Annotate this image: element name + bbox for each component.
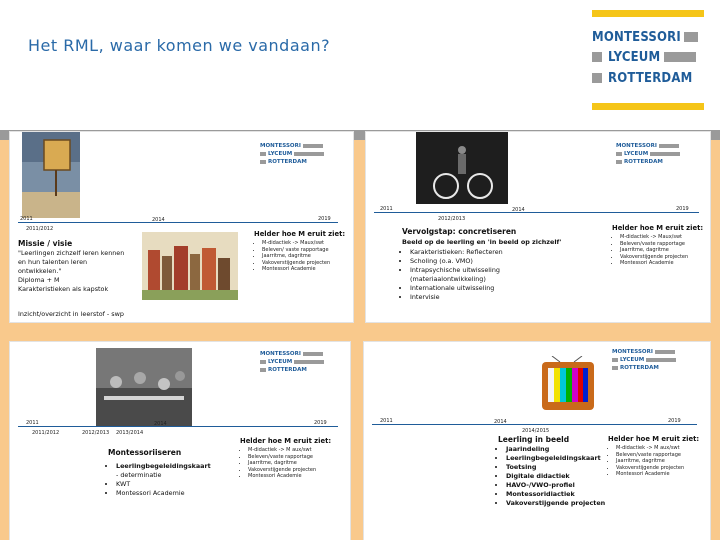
helder-list <box>608 445 686 478</box>
slide-3 <box>10 342 350 540</box>
step-item: • KWT <box>116 480 211 489</box>
timeline-mid: 2014 <box>494 419 507 425</box>
timeline-end: 2019 <box>676 206 689 212</box>
step-item: • Intervisie <box>410 293 530 302</box>
slide-4 <box>364 342 710 540</box>
step-item: • Jaarindeling <box>506 445 605 454</box>
timeline-end: 2019 <box>318 216 331 222</box>
mini-logo-line-2: LYCEUM <box>268 359 293 365</box>
timeline-start: 2011 <box>20 216 33 222</box>
helder-item: • Vakoverstijgende projecten <box>616 465 686 472</box>
helder-item: • M-didactiek -> M aux/swt <box>616 445 686 452</box>
helder-item: • Jaarritme, dagritme <box>620 247 688 254</box>
steps-list <box>108 462 211 498</box>
slide-1 <box>10 132 353 322</box>
mini-logo-line-3: ROTTERDAM <box>620 365 659 371</box>
logo-line-1: MONTESSORI <box>592 29 681 45</box>
slide-heading: Montessoriiseren <box>108 448 182 457</box>
helder-item: • Jaarritme, dagritme <box>616 458 686 465</box>
mission-text <box>18 249 124 294</box>
timeline-mid: 2014 <box>152 217 165 223</box>
helder-title: Helder hoe M eruit ziet: <box>254 230 346 238</box>
slide-subheading: Beeld op de leerling en 'in beeld op zichzelf' <box>402 238 562 246</box>
timeline-start: 2011 <box>380 206 393 212</box>
mini-logo-line-1: MONTESSORI <box>260 143 301 149</box>
slide-footer: Inzicht/overzicht in leerstof - swp <box>18 310 124 318</box>
timeline-period: 2012/2013 <box>82 430 110 436</box>
timeline-period: 2013/2014 <box>116 430 144 436</box>
mini-logo-line-1: MONTESSORI <box>260 351 301 357</box>
mini-logo-line-3: ROTTERDAM <box>268 367 307 373</box>
helder-item: • Montessori Academie <box>620 260 688 267</box>
timeline-period: 2014/2015 <box>522 428 550 434</box>
timeline-mid: 2014 <box>512 207 525 213</box>
mission-line: Karakteristieken als kapstok <box>18 285 109 293</box>
mini-logo-line-1: MONTESSORI <box>612 349 653 355</box>
television-image <box>540 356 596 414</box>
timeline-period: 2011/2012 <box>26 226 54 232</box>
timeline-period: 2012/2013 <box>438 216 466 222</box>
step-item: • Intrapsychische uitwisseling (materiaalontwikkeling) <box>410 266 530 284</box>
helder-title: Helder hoe M eruit ziet: <box>608 435 700 443</box>
page-title: Het RML, waar komen we vandaan? <box>28 36 331 55</box>
mission-line: "Leerlingen zichzelf leren kennen <box>18 249 125 257</box>
timeline-mid: 2014 <box>154 421 167 427</box>
helder-item: • Montessori Academie <box>262 266 330 273</box>
mission-line: ontwikkelen." <box>18 267 62 275</box>
mini-logo <box>260 142 324 166</box>
classroom-photo <box>96 348 192 426</box>
slide-heading: Leerling in beeld <box>498 435 570 444</box>
step-item: • Digitale didactiek <box>506 472 605 481</box>
helder-item: • Beleven/ vaste rapportage <box>262 247 330 254</box>
step-item: • Leerlingbegeleidingskaart <box>506 454 605 463</box>
steps-list <box>498 445 605 508</box>
slide-heading: Missie / visie <box>18 239 73 248</box>
logo-line-3: ROTTERDAM <box>608 70 693 86</box>
helder-list <box>612 234 688 267</box>
logo-line-2: LYCEUM <box>608 49 661 65</box>
mini-logo-line-3: ROTTERDAM <box>268 159 307 165</box>
steps-list <box>402 248 530 302</box>
helder-item: • Vakoverstijgende projecten <box>262 260 330 267</box>
helder-item: • Beleven/vaste rapportage <box>616 452 686 459</box>
timeline <box>372 424 697 425</box>
step-item: • Montessori Academie <box>116 489 211 498</box>
slides-collage <box>0 140 720 540</box>
step-item: • Scholing (o.a. VMO) <box>410 257 530 266</box>
helder-item: • Vakoverstijgende projecten <box>248 467 316 474</box>
helder-list <box>240 447 316 480</box>
mini-logo-line-1: MONTESSORI <box>616 143 657 149</box>
mini-logo-line-3: ROTTERDAM <box>624 159 663 165</box>
step-item: • Toetsing <box>506 463 605 472</box>
step-item: • Karakteristieken: Reflecteren <box>410 248 530 257</box>
helder-item: • Beleven/vaste rapportage <box>248 454 316 461</box>
mini-logo-line-2: LYCEUM <box>624 151 649 157</box>
step-item: • HAVO-/VWO-profiel <box>506 481 605 490</box>
mini-logo-line-2: LYCEUM <box>268 151 293 157</box>
timeline <box>18 222 338 223</box>
step-item: • Montessoridiactiek <box>506 490 605 499</box>
step-item: • Vakoverstijgende projecten <box>506 499 605 508</box>
helder-title: Helder hoe M eruit ziet: <box>240 437 332 445</box>
helder-item: • Montessori Academie <box>616 471 686 478</box>
helder-item: • M-didactiek -> Maux/swt <box>262 240 330 247</box>
timeline <box>374 212 699 213</box>
beach-sign-photo <box>22 132 80 218</box>
book-cover-image <box>142 232 238 300</box>
mini-logo <box>260 350 324 374</box>
step-item: • Leerlingbegeleidingskaart <box>116 462 211 471</box>
helder-title: Helder hoe M eruit ziet: <box>612 224 704 232</box>
slide-heading: Vervolgstap: concretiseren <box>402 227 517 236</box>
helder-item: • Jaarritme, dagritme <box>262 253 330 260</box>
cyclist-night-photo <box>416 132 508 204</box>
helder-list <box>254 240 330 273</box>
timeline-end: 2019 <box>668 418 681 424</box>
helder-item: • M-didactiek -> Maux/swt <box>620 234 688 241</box>
mini-logo <box>616 142 680 166</box>
step-item: • Internationale uitwisseling <box>410 284 530 293</box>
mission-line: en hun talenten leren <box>18 258 88 266</box>
helder-item: • M-didactiek -> M aux/swt <box>248 447 316 454</box>
mini-logo <box>612 348 676 372</box>
timeline-start: 2011 <box>380 418 393 424</box>
slide-2 <box>366 132 710 322</box>
mini-logo-line-2: LYCEUM <box>620 357 645 363</box>
timeline-period: 2011/2012 <box>32 430 60 436</box>
montessori-logo <box>592 10 704 110</box>
timeline <box>18 426 338 427</box>
helder-item: • Montessori Academie <box>248 473 316 480</box>
timeline-end: 2019 <box>314 420 327 426</box>
helder-item: • Jaarritme, dagritme <box>248 460 316 467</box>
mission-line: Diploma + M <box>18 276 60 284</box>
step-item: - determinatie <box>116 471 162 479</box>
helder-item: • Beleven/vaste rapportage <box>620 241 688 248</box>
helder-item: • Vakoverstijgende projecten <box>620 254 688 261</box>
timeline-start: 2011 <box>26 420 39 426</box>
